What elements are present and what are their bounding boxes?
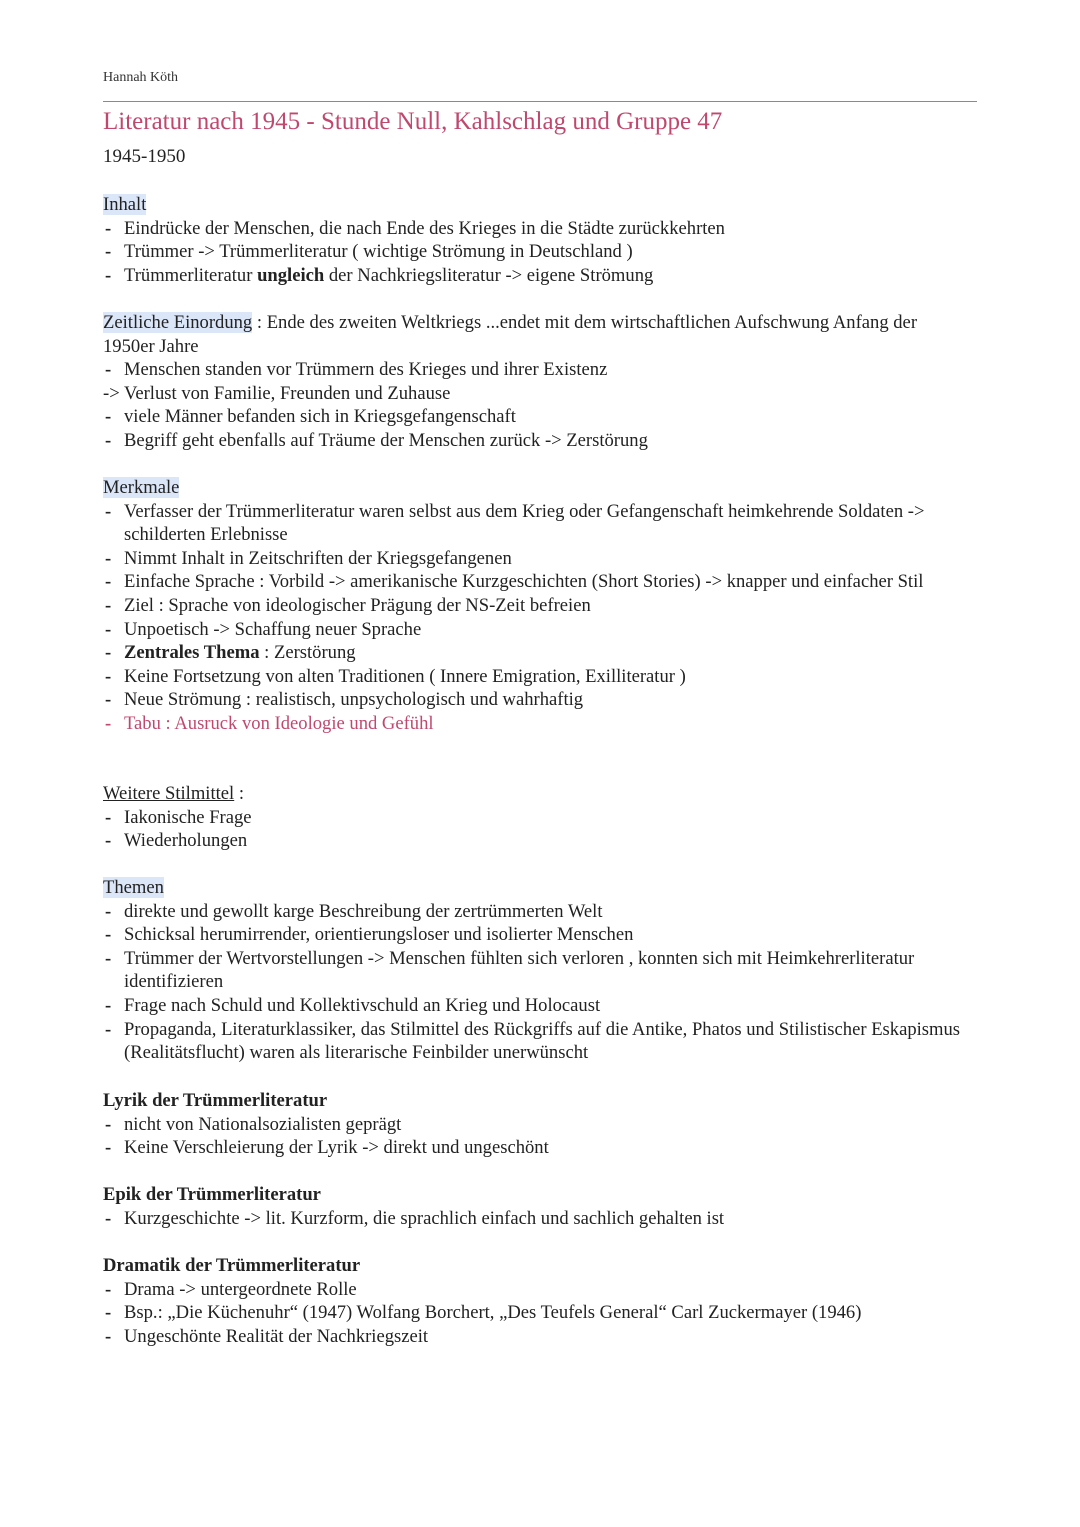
section-merkmale — [103, 476, 973, 736]
list-item: - Ungeschönte Realität der Nachkriegszeit — [103, 1325, 973, 1349]
list-item: - Ziel : Sprache von ideologischer Prägung der NS-Zeit befreien — [103, 594, 973, 618]
heading-themen: Themen — [103, 877, 164, 898]
list-item: - Eindrücke der Menschen, die nach Ende des Krieges in die Städte zurückkehrten — [103, 217, 973, 241]
list-item: - viele Männer befanden sich in Kriegsgefangenschaft — [103, 405, 973, 429]
list-item: - Iakonische Frage — [103, 806, 973, 830]
section-epik — [103, 1183, 973, 1230]
arrow-line: -> Verlust von Familie, Freunden und Zuhause — [103, 382, 451, 404]
section-lyrik — [103, 1089, 973, 1160]
list-item: - Bsp.: „Die Küchenuhr“ (1947) Wolfang Borchert, „Des Teufels General“ Carl Zuckermayer (1946) — [103, 1301, 973, 1325]
zeitlich-intro: Zeitliche Einordung : Ende des zweiten Weltkriegs ...endet mit dem wirtschaftlichen Aufschwung Anfang der 1950er Jahre — [103, 312, 918, 357]
list-item: - direkte und gewollt karge Beschreibung der zertrümmerten Welt — [103, 900, 973, 924]
list-item: - nicht von Nationalsozialisten geprägt — [103, 1113, 973, 1137]
list-item: - Keine Fortsetzung von alten Traditionen ( Innere Emigration, Exilliteratur ) — [103, 665, 973, 689]
heading-dramatik: Dramatik der Trümmerliteratur — [103, 1255, 361, 1276]
list-item: - Wiederholungen — [103, 829, 973, 853]
section-inhalt — [103, 193, 973, 287]
list-item: - Schicksal herumirrender, orientierungsloser und isolierter Menschen — [103, 923, 973, 947]
section-themen — [103, 876, 973, 1065]
list-item: - Frage nach Schuld und Kollektivschuld an Krieg und Holocaust — [103, 994, 973, 1018]
heading-stilmittel: Weitere Stilmittel — [103, 783, 235, 804]
list-item: - Neue Strömung : realistisch, unpsychologisch und wahrhaftig — [103, 688, 973, 712]
section-stilmittel: Weitere Stilmittel : - Iakonische Frage - Wiederholungen — [103, 782, 973, 853]
list-item: - Trümmer der Wertvorstellungen -> Menschen fühlten sich verloren , konnten sich mit Heimkehrerliteratur identifizieren — [103, 947, 973, 994]
author-name: Hannah Köth — [103, 70, 179, 85]
list-item: - Kurzgeschichte -> lit. Kurzform, die sprachlich einfach und sachlich gehalten ist — [103, 1207, 973, 1231]
heading-merkmale: Merkmale — [103, 477, 180, 498]
list-item: - Keine Verschleierung der Lyrik -> direkt und ungeschönt — [103, 1136, 973, 1160]
list-item: - Drama -> untergeordnete Rolle — [103, 1278, 973, 1302]
list-item: - Nimmt Inhalt in Zeitschriften der Kriegsgefangenen — [103, 547, 973, 571]
list-item: - Unpoetisch -> Schaffung neuer Sprache — [103, 618, 973, 642]
list-item: - Propaganda, Literaturklassiker, das Stilmittel des Rückgriffs auf die Antike, Phatos und Stilistischer Eskapismus (Realitätsflucht) waren als literarische Feinbilder unerwünscht — [103, 1018, 973, 1065]
list-item: - Begriff geht ebenfalls auf Träume der Menschen zurück -> Zerstörung — [103, 429, 973, 453]
heading-zeitliche-einordung: Zeitliche Einordung — [103, 312, 253, 333]
section-dramatik — [103, 1254, 973, 1348]
heading-inhalt: Inhalt — [103, 194, 147, 215]
list-item: - Verfasser der Trümmerliteratur waren selbst aus dem Krieg oder Gefangenschaft heimkehrende Soldaten -> schilderten Erlebnisse — [103, 500, 973, 547]
header-rule — [103, 101, 977, 102]
date-range: 1945-1950 — [103, 146, 186, 167]
section-zeitliche-einordung — [103, 311, 973, 453]
list-item-tabu: - Tabu : Ausruck von Ideologie und Gefühl — [103, 712, 973, 736]
list-item: - Menschen standen vor Trümmern des Krieges und ihrer Existenz — [103, 358, 973, 382]
list-item: - Trümmer -> Trümmerliteratur ( wichtige Strömung in Deutschland ) — [103, 240, 973, 264]
heading-epik: Epik der Trümmerliteratur — [103, 1184, 321, 1205]
heading-lyrik: Lyrik der Trümmerliteratur — [103, 1090, 328, 1111]
list-item: - Zentrales Thema : Zerstörung — [103, 641, 973, 665]
list-item: - Trümmerliteratur ungleich der Nachkriegsliteratur -> eigene Strömung — [103, 264, 973, 288]
list-item: - Einfache Sprache : Vorbild -> amerikanische Kurzgeschichten (Short Stories) -> knapper und einfacher Stil — [103, 570, 973, 594]
page-title: Literatur nach 1945 - Stunde Null, Kahlschlag und Gruppe 47 — [103, 108, 723, 135]
